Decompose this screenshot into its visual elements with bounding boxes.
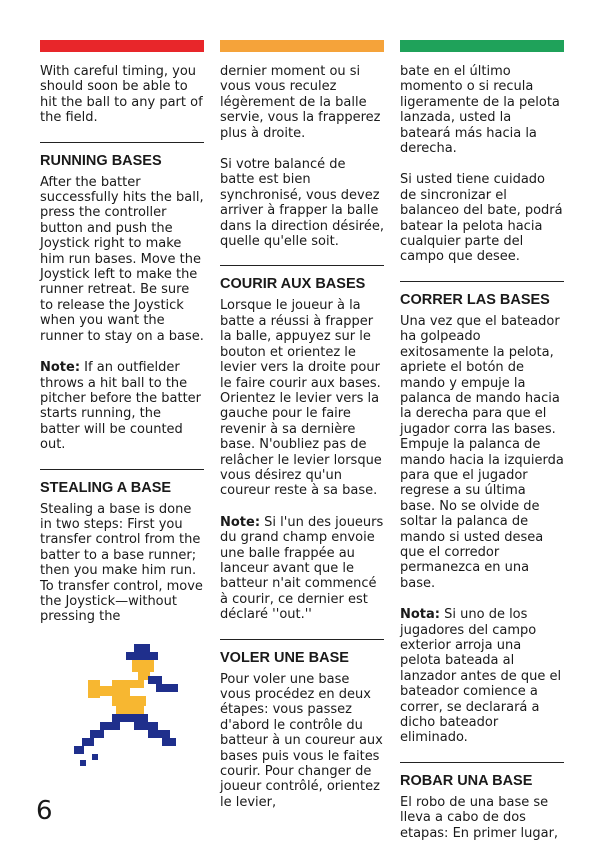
note-label: Nota:	[400, 607, 440, 623]
intro-paragraph: With careful timing, you should soon be able to hit the ball to any part of the field.	[40, 64, 203, 126]
section-divider	[220, 265, 384, 266]
intro-paragraph: bate en el último momento o si recula ligeramente de la pelota lanzada, usted la bateará más hacia la derecha.	[400, 64, 560, 157]
section-divider	[40, 469, 204, 470]
orange-color-bar	[220, 40, 384, 52]
correr-note	[400, 607, 564, 746]
stealing-base-body: Stealing a base is done in two steps: First you transfer control from the batter to a base runner; then you make him run. To transfer control, move the Joystick—without pressing the	[40, 501, 203, 625]
correr-body: Una vez que el bateador ha golpeado exitosamente la pelota, apriete el botón de mando y empuje la palanca de mando hacia la derecha para que el jugador corra las bases. Empuje la palanca de mando hacia la izquierda para que el jugador regrese a su última base. No se olvide de soltar la palanca de mando si usted desea que el corredor permanezca en una base.	[400, 313, 564, 591]
runner-cap	[126, 644, 158, 660]
section-heading-stealing-base: STEALING A BASE	[40, 479, 172, 496]
green-color-bar	[400, 40, 564, 52]
red-color-bar	[40, 40, 204, 52]
section-divider	[220, 639, 384, 640]
runner-torso	[88, 680, 146, 714]
runner-arm-back	[148, 676, 178, 692]
running-bases-body: After the batter successfully hits the ball, press the controller button and push the Joystick right to make him run bases. Move the Joystick left to make the runner retreat. Be sure to release the Joystick when you want the runner to stay on a base.	[40, 174, 204, 344]
spanish-column	[400, 40, 564, 857]
runner-shadow-dots	[80, 754, 98, 766]
section-divider	[400, 281, 564, 282]
intro-paragraph: Si usted tiene cuidado de sincronizar el balanceo del bate, podrá batear la pelota hacia cualquier parte del campo que desee.	[400, 172, 563, 265]
note-label: Note:	[220, 514, 261, 530]
note-text: If an outfielder throws a hit ball to the pitcher before the batter starts running, the batter will be counted out.	[40, 360, 202, 453]
running-bases-note	[40, 360, 204, 452]
robar-body: El robo de una base se lleva a cabo de dos etapas: En primer lugar,	[400, 794, 559, 841]
section-heading-running-bases: RUNNING BASES	[40, 152, 162, 169]
section-divider	[400, 762, 564, 763]
section-heading-courir: COURIR AUX BASES	[220, 276, 366, 293]
section-heading-robar: ROBAR UNA BASE	[400, 772, 533, 789]
intro-paragraph: Si votre balancé de batte est bien synchronisé, vous devez arriver à frapper la balle dans la direction désirée, quelle qu'elle soit.	[220, 157, 384, 250]
intro-paragraph: dernier moment ou si vous vous reculez légèrement de la balle servie, vous la frapperez plus à droite.	[220, 64, 381, 141]
note-text: Si uno de los jugadores del campo exterior arroja una pelota bateada al lanzador antes de que el bateador comience a correr, se declarará a dicho bateador eliminado.	[400, 607, 562, 746]
english-column	[40, 40, 204, 641]
section-heading-voler: VOLER UNE BASE	[220, 649, 349, 666]
runner-legs	[74, 714, 176, 754]
page-number: 6	[36, 796, 53, 826]
section-heading-correr: CORRER LAS BASES	[400, 291, 550, 308]
courir-note	[220, 515, 384, 623]
note-label: Note:	[40, 360, 81, 376]
voler-body: Pour voler une base vous procédez en deux étapes: vous passez d'abord le contrôle du batteur à un coureur aux bases puis vous le faites courir. Pour changer de joueur contrôlé, orientez le levier,	[220, 671, 383, 810]
courir-body: Lorsque le joueur à la batte a réussi à frapper la balle, appuyez sur le bouton et orientez le levier vers la droite pour le faire courir aux bases. Orientez le levier vers la gauche pour le faire revenir à sa dernière base. N'oubliez pas de relâcher le levier lorsque vous désirez qu'un coureur reste à sa base.	[220, 298, 382, 499]
note-text: Si l'un des joueurs du grand champ envoie une balle frappée au lanceur avant que le batteur n'ait commencé à courir, ce dernier est déclaré ''out.''	[220, 514, 384, 623]
section-divider	[40, 142, 204, 143]
pixel-runner-illustration	[72, 640, 192, 770]
french-column	[220, 40, 384, 826]
